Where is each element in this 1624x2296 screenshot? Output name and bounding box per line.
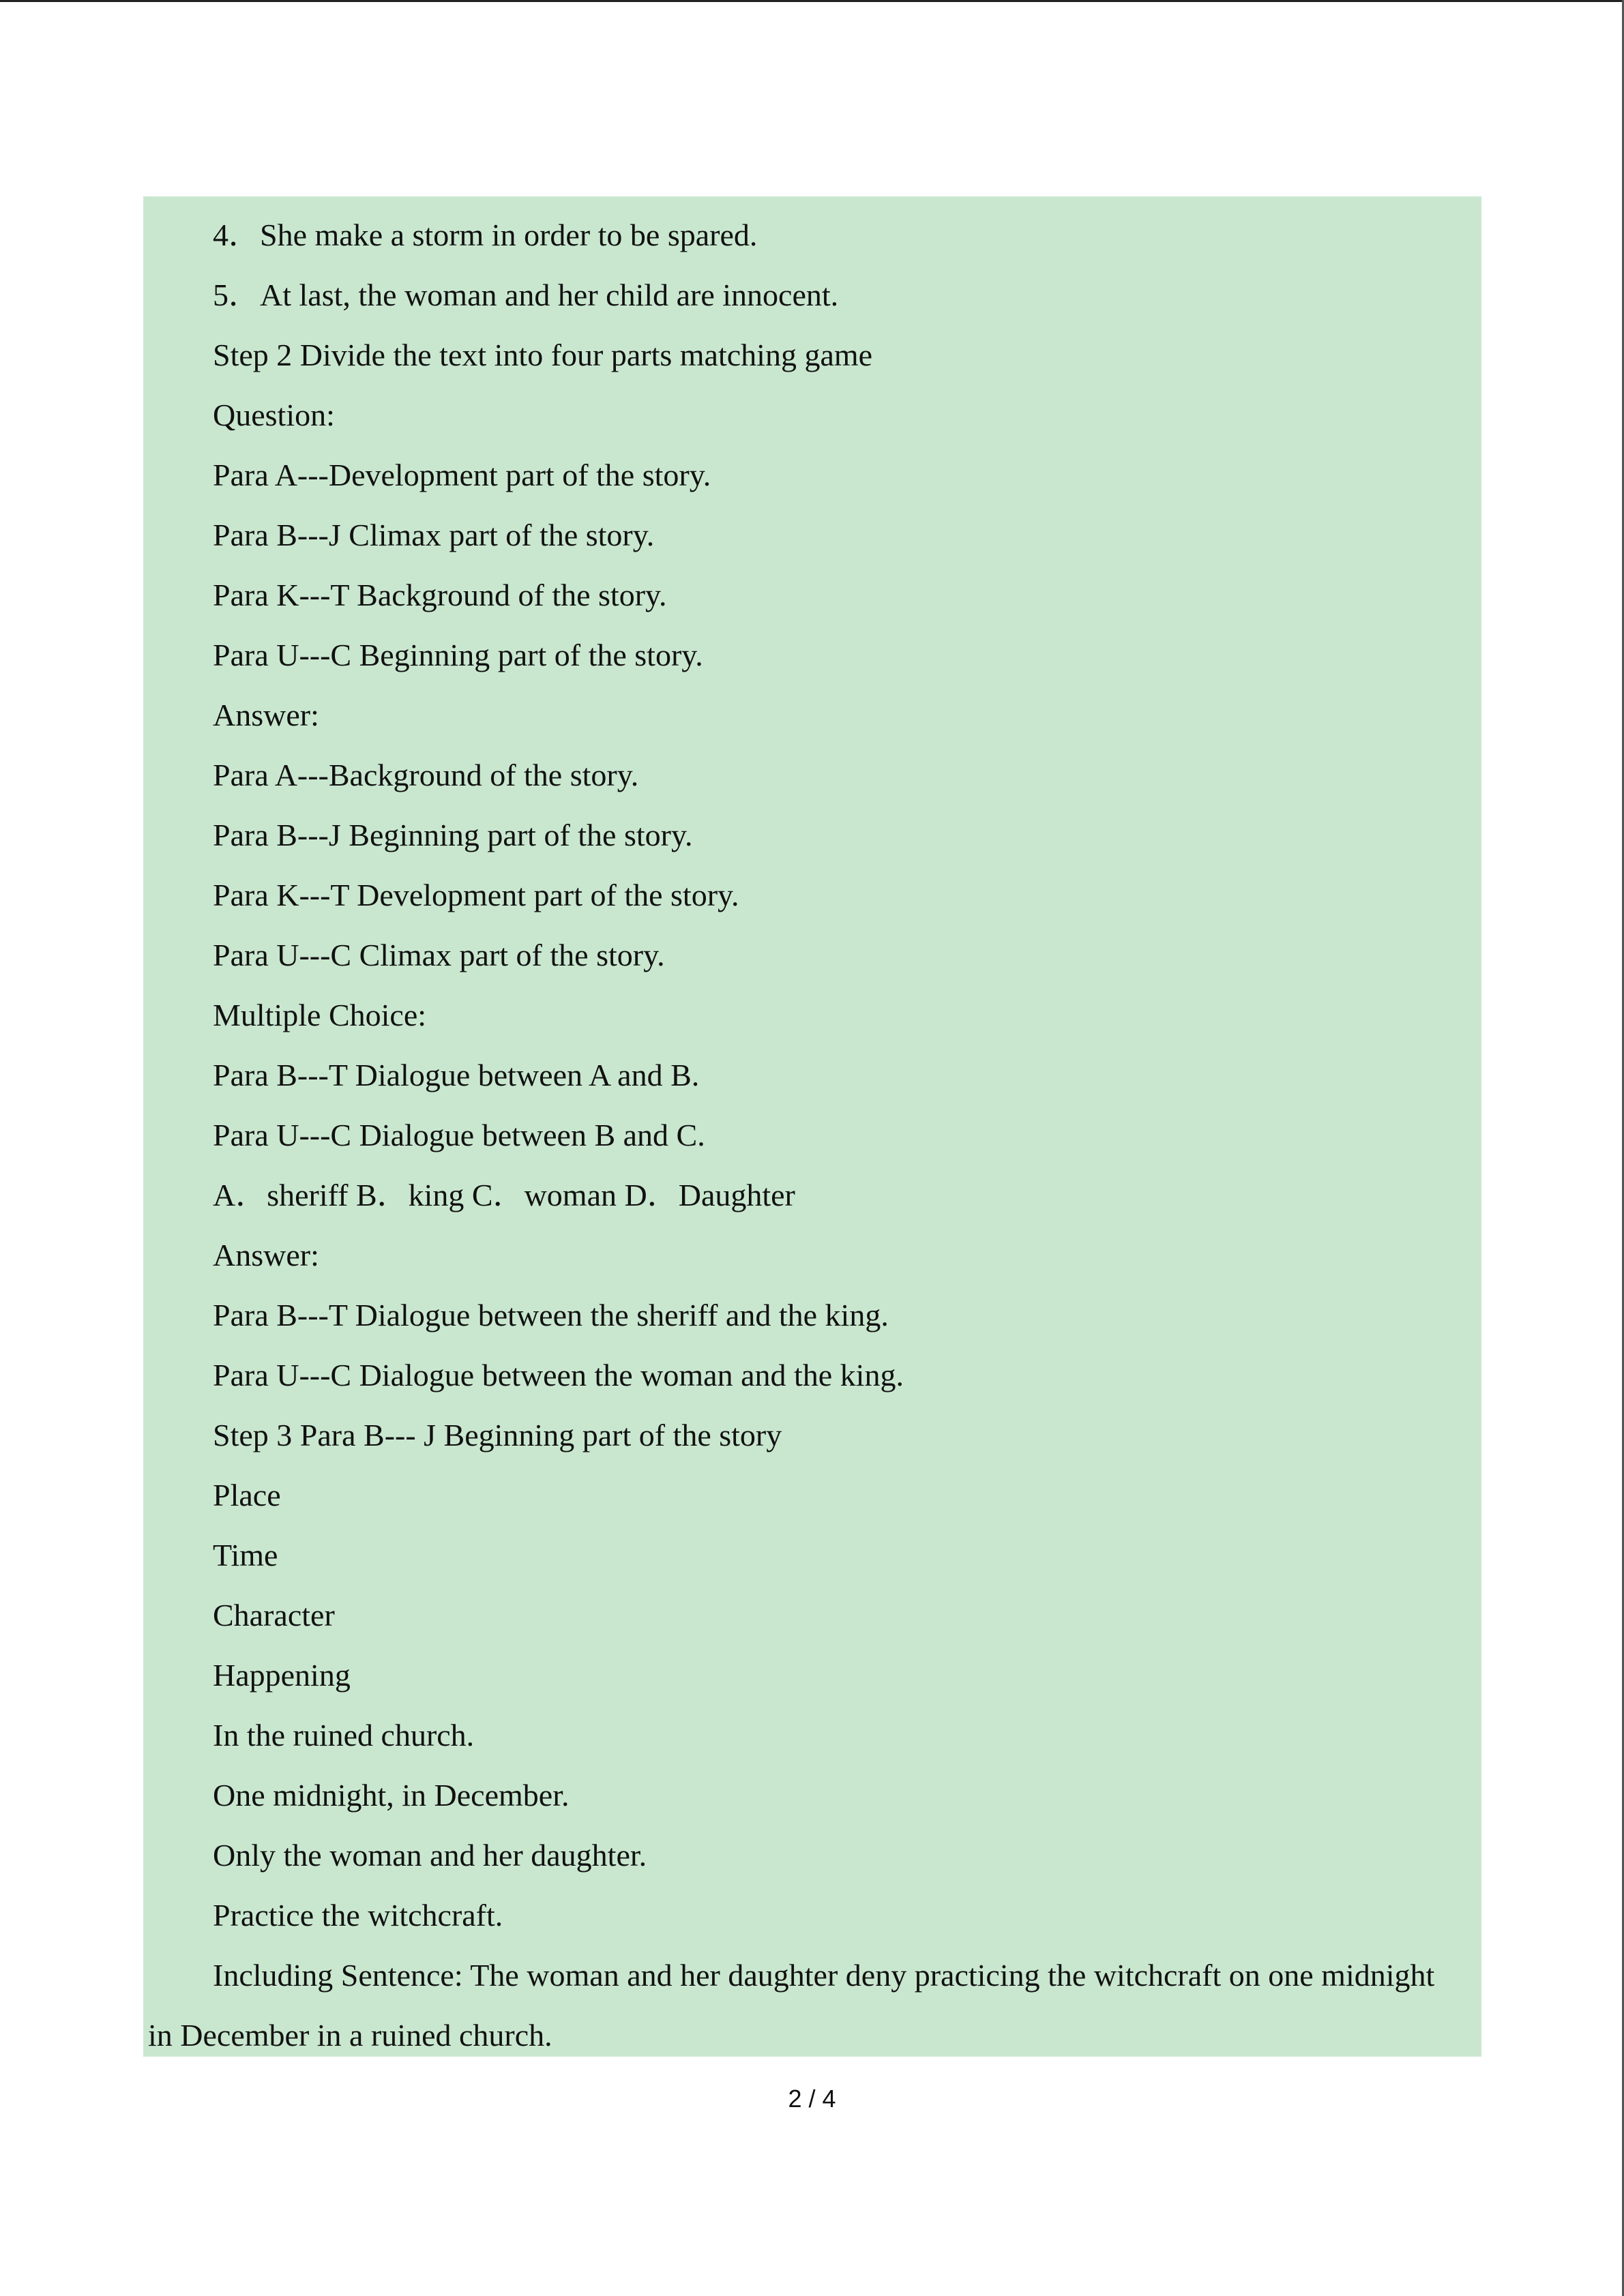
highlighted-text-block bbox=[143, 196, 1481, 2057]
text-line-20: Para U---C Dialogue between the woman and the king. bbox=[213, 1358, 904, 1392]
text-line-30: Including Sentence: The woman and her daughter deny practicing the witchcraft on one midnight bbox=[213, 1958, 1435, 1993]
text-line-8: Para U---C Beginning part of the story. bbox=[213, 638, 703, 672]
text-line-16: Para U---C Dialogue between B and C. bbox=[213, 1118, 705, 1152]
text-line-25: Happening bbox=[213, 1658, 351, 1693]
text-line-6: Para B---J Climax part of the story. bbox=[213, 518, 655, 552]
text-line-22: Place bbox=[213, 1478, 281, 1512]
text-line-1: 4．She make a storm in order to be spared. bbox=[213, 218, 758, 252]
text-line-7: Para K---T Background of the story. bbox=[213, 578, 667, 612]
text-line-27: One midnight, in December. bbox=[213, 1778, 570, 1813]
text-line-28: Only the woman and her daughter. bbox=[213, 1838, 647, 1873]
text-line-29: Practice the witchcraft. bbox=[213, 1898, 503, 1933]
text-line-5: Para A---Development part of the story. bbox=[213, 458, 711, 492]
text-line-21: Step 3 Para B--- J Beginning part of the story bbox=[213, 1418, 782, 1452]
page-top-border bbox=[0, 0, 1624, 2]
text-line-24: Character bbox=[213, 1598, 335, 1632]
text-line-4: Question: bbox=[213, 398, 335, 432]
text-line-12: Para K---T Development part of the story. bbox=[213, 878, 739, 912]
text-line-18: Answer: bbox=[213, 1238, 319, 1272]
text-line-13: Para U---C Climax part of the story. bbox=[213, 938, 665, 972]
page-number: 2 / 4 bbox=[788, 2085, 836, 2113]
text-line-3: Step 2 Divide the text into four parts matching game bbox=[213, 338, 873, 372]
text-line-23: Time bbox=[213, 1538, 278, 1572]
text-line-19: Para B---T Dialogue between the sheriff and the king. bbox=[213, 1298, 889, 1332]
text-line-14: Multiple Choice: bbox=[213, 998, 427, 1032]
text-line-10: Para A---Background of the story. bbox=[213, 758, 639, 792]
text-line-11: Para B---J Beginning part of the story. bbox=[213, 818, 693, 852]
text-line-31: in December in a ruined church. bbox=[148, 2018, 552, 2053]
text-line-2: 5．At last, the woman and her child are innocent. bbox=[213, 278, 839, 312]
text-line-26: In the ruined church. bbox=[213, 1718, 475, 1753]
text-line-9: Answer: bbox=[213, 698, 319, 732]
text-line-15: Para B---T Dialogue between A and B. bbox=[213, 1058, 700, 1092]
text-line-17: A．sheriff B．king C．woman D．Daughter bbox=[213, 1178, 795, 1212]
